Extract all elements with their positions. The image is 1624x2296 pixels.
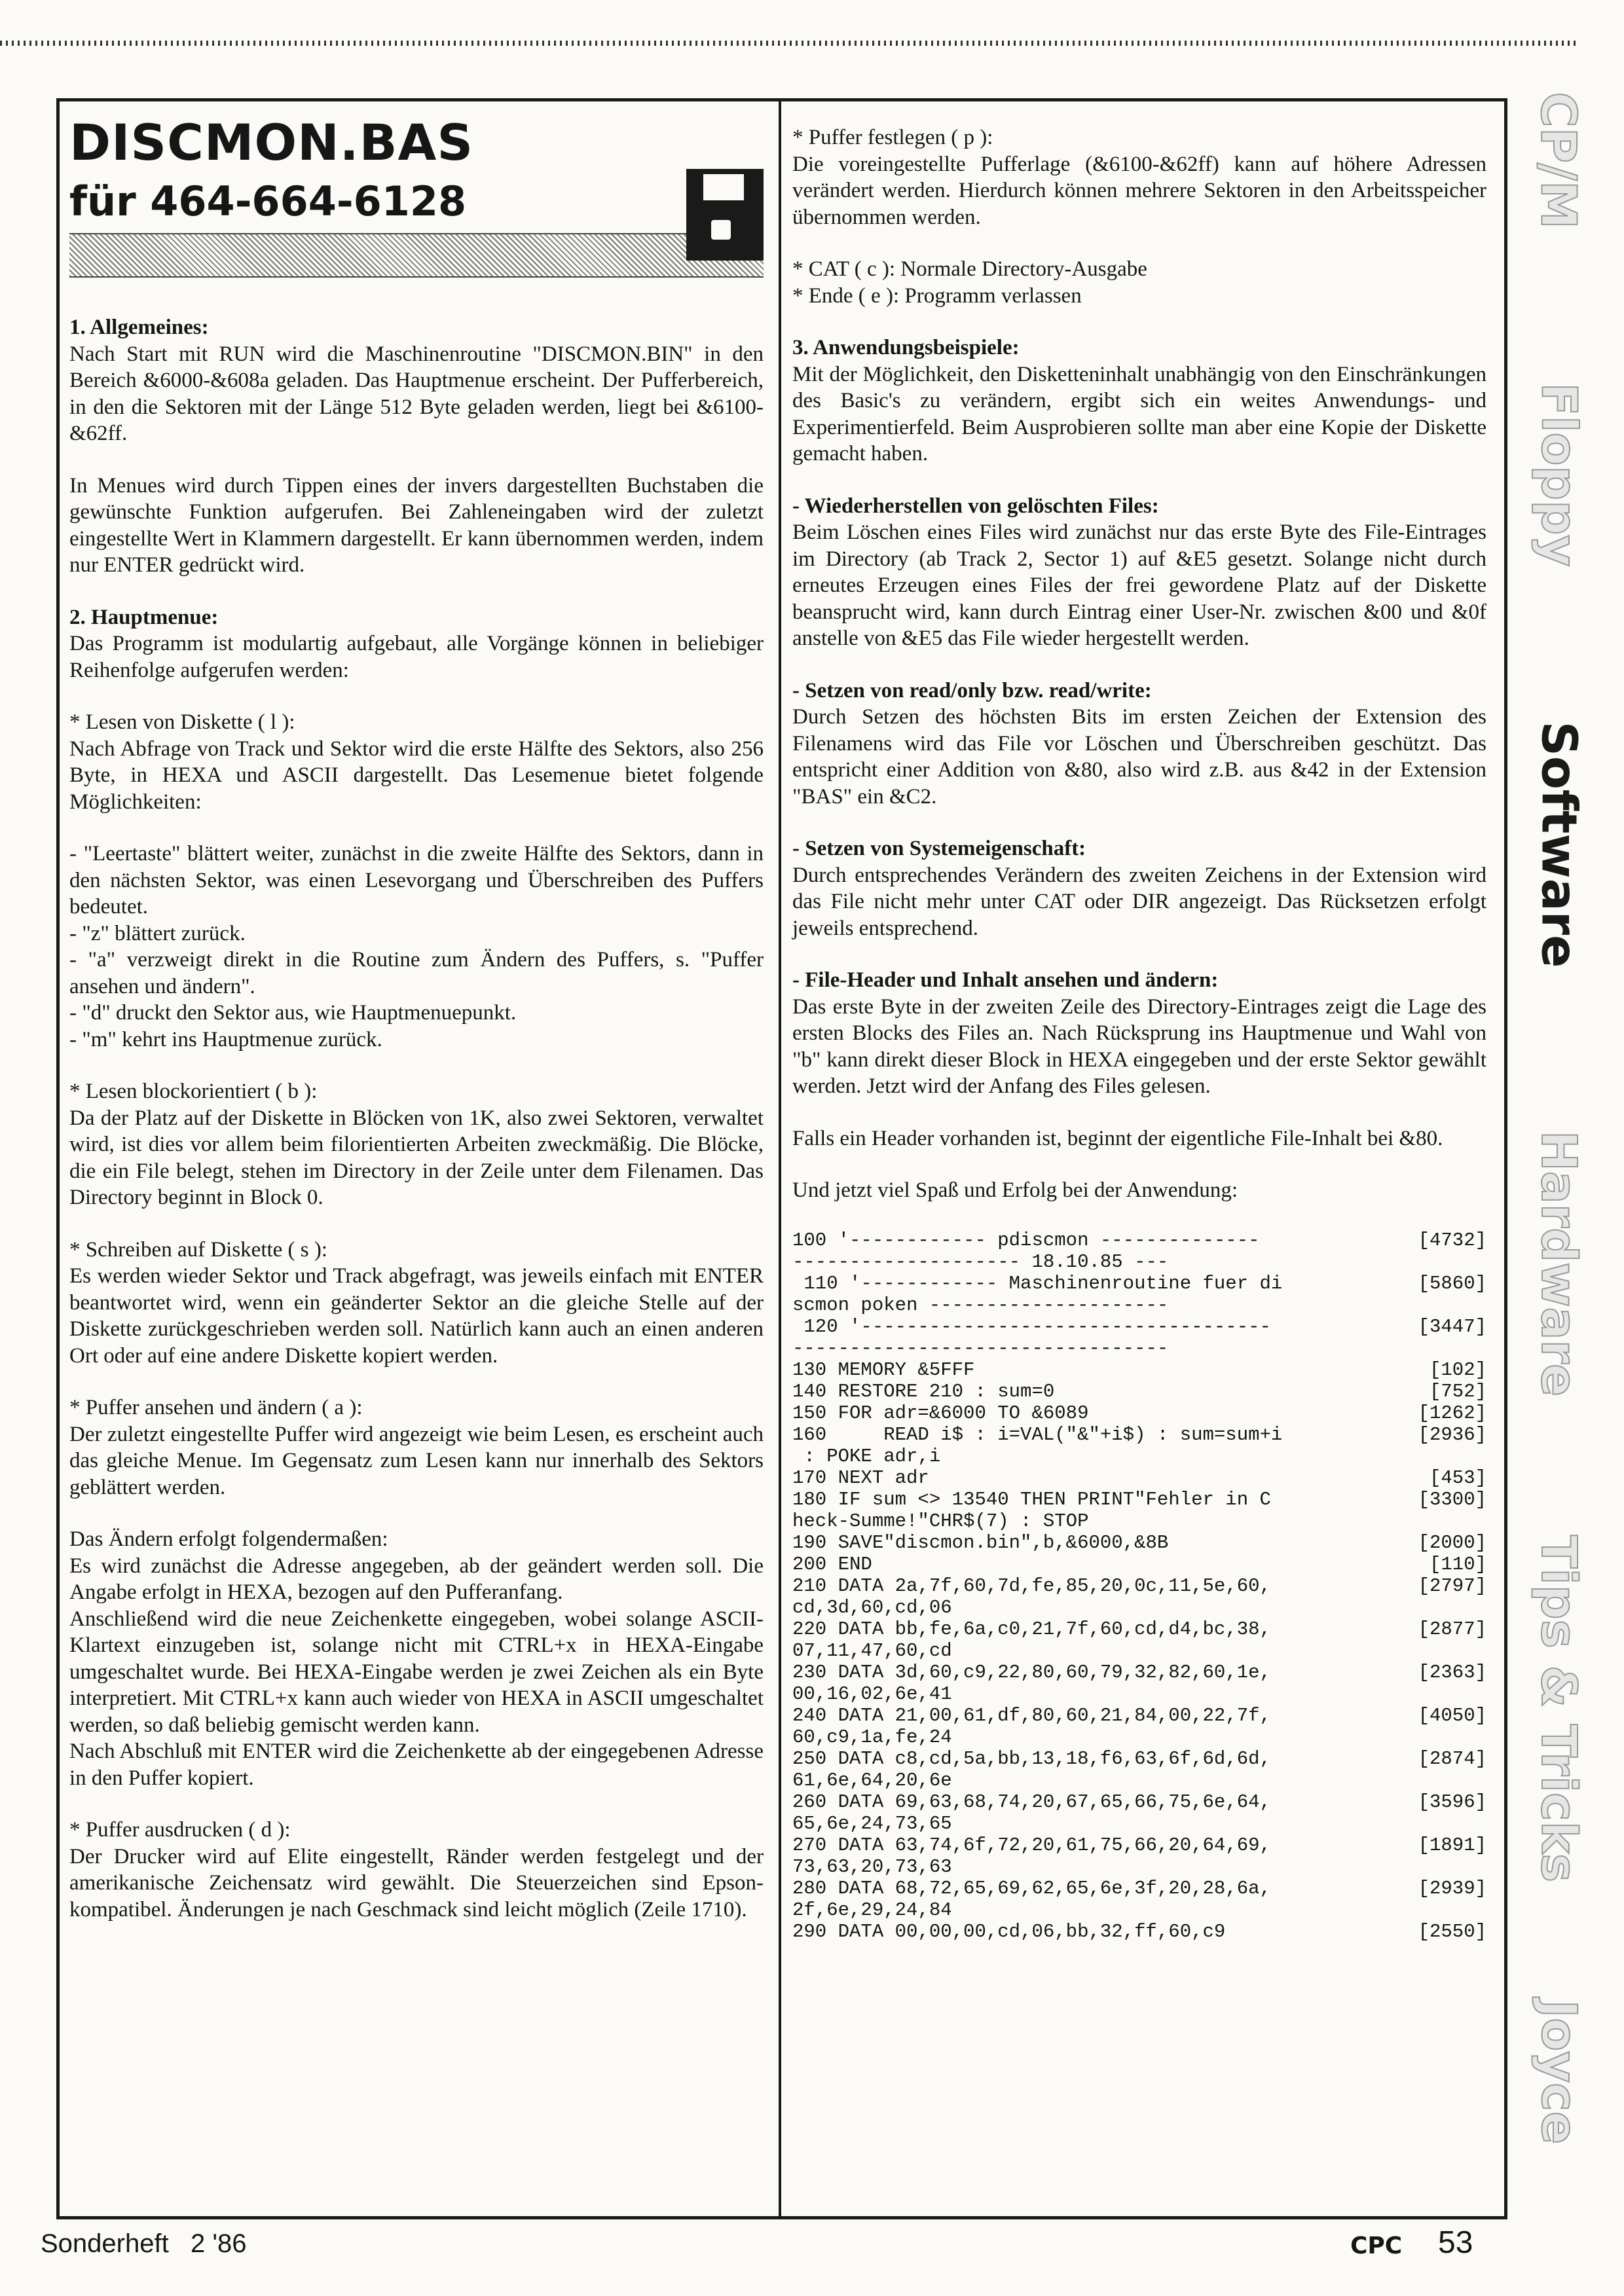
listing-line [792, 1705, 1486, 1726]
listing-checksum: [2550] [1418, 1920, 1486, 1942]
floppy-disk-icon [686, 169, 764, 261]
listing-code: scmon poken --------------------- [792, 1294, 1169, 1316]
listing-checksum: [453] [1429, 1467, 1486, 1489]
text-line: * Lesen blockorientiert ( b ): [69, 1080, 318, 1103]
listing-line [792, 1251, 1486, 1273]
listing-line [792, 1921, 1486, 1942]
listing-code: 130 MEMORY &5FFF [792, 1358, 975, 1381]
listing-code: 240 DATA 21,00,61,df,80,60,21,84,00,22,7f, [792, 1704, 1271, 1726]
paragraph [69, 1394, 764, 1501]
listing-code: 270 DATA 63,74,6f,72,20,61,75,66,20,64,69, [792, 1834, 1271, 1856]
paragraph [69, 841, 764, 1053]
listing-checksum: [2797] [1418, 1575, 1486, 1597]
listing-code: 220 DATA bb,fe,6a,c0,21,7f,60,cd,d4,bc,38, [792, 1618, 1271, 1640]
listing-line [792, 1813, 1486, 1834]
paragraph [792, 256, 1486, 309]
text-line: Mit der Möglichkeit, den Disketteninhalt unabhängig von den Einschränkungen des Basic's zu verändern, ergibt sich ein weites Anwendungs- und Experimentierfeld. Beim Ausprobieren sollte man aber eine Kopie der Diskette gemacht haben. [792, 362, 1486, 465]
listing-code: 61,6e,64,20,6e [792, 1769, 952, 1791]
text-line: - "a" verzweigt direkt in die Routine zum Ändern des Puffers, s. "Puffer ansehen und ändern". [69, 948, 764, 998]
text-line: - "Leertaste" blättert weiter, zunächst in die zweite Hälfte des Sektors, dann in den nächsten Sektor, was einen Lesevorgang und Überschreiben des Puffers bedeutet. [69, 842, 764, 919]
title-hatch-bar [69, 233, 764, 278]
text-line: - "z" blättert zurück. [69, 921, 246, 945]
sidebar-tab-hardware[interactable]: Hardware [1530, 1130, 1587, 1397]
listing-checksum: [1262] [1418, 1402, 1486, 1424]
paragraph [792, 335, 1486, 467]
text-line: * Ende ( e ): Programm verlassen [792, 283, 1082, 308]
listing-line [792, 1489, 1486, 1510]
right-body [792, 124, 1486, 1204]
sidebar-tab-joyce[interactable]: Joyce [1530, 1999, 1587, 2145]
paragraph [69, 1817, 764, 1923]
listing-code: 190 SAVE"discmon.bin",b,&6000,&8B [792, 1531, 1169, 1554]
sidebar-tab-cpm[interactable]: CP/M [1530, 92, 1587, 229]
text-line: Es wird zunächst die Adresse angegeben, ab der geändert werden soll. Die Angabe erfolgt in HEXA, bezogen auf den Pufferanfang. [69, 1554, 764, 1604]
listing-code: 100 '------------ pdiscmon -------------- [792, 1229, 1260, 1251]
listing-checksum: [3300] [1418, 1488, 1486, 1510]
listing-line [792, 1446, 1486, 1467]
top-perforation [0, 41, 1578, 46]
listing-line [792, 1597, 1486, 1618]
listing-code: 00,16,02,6e,41 [792, 1683, 952, 1705]
listing-line [792, 1640, 1486, 1662]
listing-checksum: [2939] [1418, 1877, 1486, 1899]
basic-listing [792, 1230, 1486, 1942]
listing-line [792, 1402, 1486, 1424]
text-line: Nach Abschluß mit ENTER wird die Zeichenkette ab der eingegebenen Adresse in den Puffer kopiert. [69, 1740, 764, 1790]
text-line: Nach Start mit RUN wird die Maschinenroutine "DISCMON.BIN" in den Bereich &6000-&608a geladen. Das Hauptmenue erscheint. Der Pufferbereich, in den die Sektoren mit der Länge 512 Byte geladen werden, liegt bei &6100-&62ff. [69, 342, 764, 445]
text-line: Nach Abfrage von Track und Sektor wird die erste Hälfte des Sektors, also 256 Byte, in HEXA und ASCII dargestellt. Das Lesemenue bietet folgende Möglichkeiten: [69, 737, 764, 814]
listing-checksum: [102] [1429, 1358, 1486, 1381]
listing-code: cd,3d,60,cd,06 [792, 1596, 952, 1618]
listing-line [792, 1230, 1486, 1251]
paragraph [792, 1125, 1486, 1152]
listing-line [792, 1726, 1486, 1748]
listing-checksum: [5860] [1418, 1272, 1486, 1294]
footer-magazine: CPC [1350, 2232, 1403, 2259]
listing-line [792, 1575, 1486, 1597]
text-line: Beim Löschen eines Files wird zunächst nur das erste Byte des File-Eintrages im Directory (ab Track 2, Sector 1) auf &E5 gesetzt. Solange nicht durch erneutes Erzeugen eines Files der frei gewordene Platz auf der Diskette beansprucht wird, kann durch Eintrag einer User-Nr. zwischen &00 und &0f anstelle von &E5 das File wieder hergestellt werden. [792, 520, 1486, 650]
listing-code: 120 '------------------------------------ [792, 1315, 1271, 1338]
listing-line [792, 1683, 1486, 1705]
text-line: Und jetzt viel Spaß und Erfolg bei der Anwendung: [792, 1178, 1238, 1202]
text-line: Das Programm ist modulartig aufgebaut, alle Vorgänge können in beliebiger Reihenfolge aufgerufen werden: [69, 632, 764, 682]
left-column [69, 111, 764, 1948]
text-line: Das Ändern erfolgt folgendermaßen: [69, 1527, 388, 1551]
text-line: Durch entsprechendes Verändern des zweiten Zeichens in der Extension wird das File nicht mehr unter CAT oder DIR angezeigt. Das Rücksetzen erfolgt jeweils entsprechend. [792, 863, 1486, 940]
listing-code: 200 END [792, 1553, 872, 1575]
listing-line [792, 1510, 1486, 1532]
listing-line [792, 1273, 1486, 1294]
sidebar-tab-software[interactable]: Software [1530, 721, 1587, 968]
text-line: In Menues wird durch Tippen eines der invers dargestellten Buchstaben die gewünschte Funktion aufgerufen. Bei Zahleneingaben wird der zuletzt eingestellte Wert in Klammern dargestellt. Er kann übernommen werden, indem nur ENTER gedrückt wird. [69, 473, 764, 577]
listing-code: 290 DATA 00,00,00,cd,06,bb,32,ff,60,c9 [792, 1920, 1226, 1942]
listing-line [792, 1338, 1486, 1359]
text-line: Falls ein Header vorhanden ist, beginnt der eigentliche File-Inhalt bei &80. [792, 1126, 1443, 1150]
paragraph [69, 709, 764, 815]
paragraph [69, 1526, 764, 1791]
listing-checksum: [4050] [1418, 1704, 1486, 1726]
listing-line [792, 1294, 1486, 1316]
article-title: DISCMON.BAS [69, 113, 474, 172]
paragraph [792, 124, 1486, 230]
paragraph [792, 493, 1486, 652]
listing-line [792, 1424, 1486, 1446]
paragraph [69, 604, 764, 684]
section-heading: 2. Hauptmenue: [69, 605, 219, 629]
listing-checksum: [3447] [1418, 1315, 1486, 1338]
listing-line [792, 1834, 1486, 1856]
text-line: Es werden wieder Sektor und Track abgefragt, was jeweils einfach mit ENTER beantwortet wird, wenn ein geänderter Sektor an die gleiche Stelle auf der Diskette zurückgeschrieben werden soll. Natürlich kann auch an einen anderen Ort oder auf eine andere Diskette kopiert werden. [69, 1264, 764, 1368]
listing-code: : POKE adr,i [792, 1445, 941, 1467]
paragraph [792, 967, 1486, 1100]
paragraph [69, 1237, 764, 1370]
listing-code: 180 IF sum <> 13540 THEN PRINT"Fehler in C [792, 1488, 1271, 1510]
article-subtitle: für 464-664-6128 [69, 177, 467, 225]
text-line: Der Drucker wird auf Elite eingestellt, Ränder werden festgelegt und der amerikanische Zeichensatz wird gewählt. Die Steuerzeichen sind Epson-kompatibel. Änderungen je nach Geschmack sind leicht möglich (Zeile 1710). [69, 1844, 764, 1922]
listing-code: 140 RESTORE 210 : sum=0 [792, 1380, 1055, 1402]
listing-line [792, 1467, 1486, 1489]
listing-code: 210 DATA 2a,7f,60,7d,fe,85,20,0c,11,5e,60, [792, 1575, 1271, 1597]
section-heading: - File-Header und Inhalt ansehen und ändern: [792, 968, 1219, 992]
listing-code: 170 NEXT adr [792, 1467, 929, 1489]
section-heading: 3. Anwendungsbeispiele: [792, 336, 1020, 359]
text-line: Anschließend wird die neue Zeichenkette eingegeben, wobei solange ASCII-Klartext einzugeben ist, solange nicht mit CTRL+x in HEXA-Eingabe umgeschaltet wurde. Bei HEXA-Eingabe werden je zwei Zeichen als ein Byte interpretiert. Mit CTRL+x kann auch wieder von HEXA in ASCII umgeschaltet werden, so daß beliebig gemischt werden kann. [69, 1607, 764, 1737]
listing-line [792, 1381, 1486, 1402]
paragraph [792, 1177, 1486, 1204]
listing-code: 260 DATA 69,63,68,74,20,67,65,66,75,6e,64, [792, 1791, 1271, 1813]
text-line: * Puffer ausdrucken ( d ): [69, 1818, 291, 1842]
text-line: - "d" druckt den Sektor aus, wie Hauptmenuepunkt. [69, 1001, 517, 1025]
listing-checksum: [2936] [1418, 1423, 1486, 1446]
listing-checksum: [2363] [1418, 1661, 1486, 1683]
listing-checksum: [2000] [1418, 1531, 1486, 1554]
paragraph [69, 314, 764, 447]
text-line: Durch Setzen des höchsten Bits im ersten Zeichen der Extension des Filenamens wird das File vor Löschen und Überschreiben geschützt. Das entspricht einer Addition von &80, also wird z.B. aus &42 in der Extension "BAS" ein &C2. [792, 705, 1486, 809]
left-body [69, 314, 764, 1923]
listing-line [792, 1856, 1486, 1878]
listing-line [792, 1791, 1486, 1813]
listing-code: 150 FOR adr=&6000 TO &6089 [792, 1402, 1089, 1424]
listing-code: 07,11,47,60,cd [792, 1639, 952, 1662]
listing-checksum: [3596] [1418, 1791, 1486, 1813]
paragraph [792, 678, 1486, 811]
listing-checksum: [752] [1429, 1380, 1486, 1402]
listing-code: 73,63,20,73,63 [792, 1855, 952, 1878]
text-line: * Puffer ansehen und ändern ( a ): [69, 1396, 363, 1419]
listing-checksum: [2877] [1418, 1618, 1486, 1640]
section-heading: - Wiederherstellen von gelöschten Files: [792, 494, 1159, 518]
text-line: Das erste Byte in der zweiten Zeile des Directory-Eintrages zeigt die Lage des ersten Blocks des Files an. Nach Rücksprung ins Hauptmenue und Wahl von "b" kann direkt dieser Block in HEXA eingegeben und der erste Sektor gewählt werden. Jetzt wird der Anfang des Files gelesen. [792, 994, 1486, 1098]
text-line: * Schreiben auf Diskette ( s ): [69, 1237, 328, 1262]
text-line: * CAT ( c ): Normale Directory-Ausgabe [792, 257, 1147, 281]
listing-checksum: [2874] [1418, 1747, 1486, 1770]
listing-line [792, 1532, 1486, 1554]
listing-code: 110 '------------ Maschinenroutine fuer di [792, 1272, 1283, 1294]
sidebar-tab-floppy[interactable]: Floppy [1530, 382, 1587, 567]
listing-code: -------------------- 18.10.85 --- [792, 1250, 1169, 1273]
listing-code: 160 READ i$ : i=VAL("&"+i$) : sum=sum+i [792, 1423, 1283, 1446]
text-line: Da der Platz auf der Diskette in Blöcken von 1K, also zwei Sektoren, verwaltet wird, ist dies vor allem beim filorientierten Arbeiten zweckmäßig. Die Blöcke, die ein File belegt, stehen im Directory in der Zeile unter dem Filenamen. Das Directory beginnt in Block 0. [69, 1106, 764, 1209]
listing-code: 60,c9,1a,fe,24 [792, 1726, 952, 1748]
listing-line [792, 1618, 1486, 1640]
paragraph [792, 835, 1486, 941]
text-line: * Puffer festlegen ( p ): [792, 126, 993, 149]
paragraph [69, 1078, 764, 1211]
listing-line [792, 1770, 1486, 1791]
listing-code: 280 DATA 68,72,65,69,62,65,6e,3f,20,28,6a, [792, 1877, 1271, 1899]
listing-code: 2f,6e,29,24,84 [792, 1899, 952, 1921]
listing-line [792, 1662, 1486, 1683]
listing-line [792, 1316, 1486, 1338]
section-heading: - Setzen von read/only bzw. read/write: [792, 678, 1152, 702]
text-line: Der zuletzt eingestellte Puffer wird angezeigt wie beim Lesen, es erscheint auch das gleiche Menue. Im Gegensatz zum Lesen kann nur innerhalb des Sektors geblättert werden. [69, 1422, 764, 1499]
listing-code: 65,6e,24,73,65 [792, 1812, 952, 1834]
text-line: - "m" kehrt ins Hauptmenue zurück. [69, 1027, 382, 1051]
listing-line [792, 1899, 1486, 1921]
footer-issue: Sonderheft 2 '86 [41, 2229, 247, 2258]
section-heading: 1. Allgemeines: [69, 316, 209, 339]
listing-line [792, 1359, 1486, 1381]
page-number: 53 [1438, 2225, 1473, 2260]
sidebar-tab-tips[interactable]: Tips & Tricks [1530, 1535, 1587, 1883]
right-column [792, 124, 1486, 1942]
listing-line [792, 1878, 1486, 1899]
listing-checksum: [110] [1429, 1553, 1486, 1575]
section-heading: - Setzen von Systemeigenschaft: [792, 837, 1086, 860]
listing-code: heck-Summe!"CHR$(7) : STOP [792, 1510, 1089, 1532]
listing-code: 250 DATA c8,cd,5a,bb,13,18,f6,63,6f,6d,6d, [792, 1747, 1271, 1770]
paragraph [69, 473, 764, 579]
text-line: * Lesen von Diskette ( l ): [69, 710, 295, 734]
listing-checksum: [4732] [1418, 1229, 1486, 1251]
listing-code: 230 DATA 3d,60,c9,22,80,60,79,32,82,60,1e, [792, 1661, 1271, 1683]
listing-line [792, 1748, 1486, 1770]
column-divider [779, 98, 781, 2219]
text-line: Die voreingestellte Pufferlage (&6100-&62ff) kann auf höhere Adressen verändert werden. Hierdurch können mehrere Sektoren in den Arbeitsspeicher übernommen werden. [792, 152, 1486, 229]
listing-code: --------------------------------- [792, 1337, 1169, 1359]
listing-checksum: [1891] [1418, 1834, 1486, 1856]
listing-line [792, 1554, 1486, 1575]
